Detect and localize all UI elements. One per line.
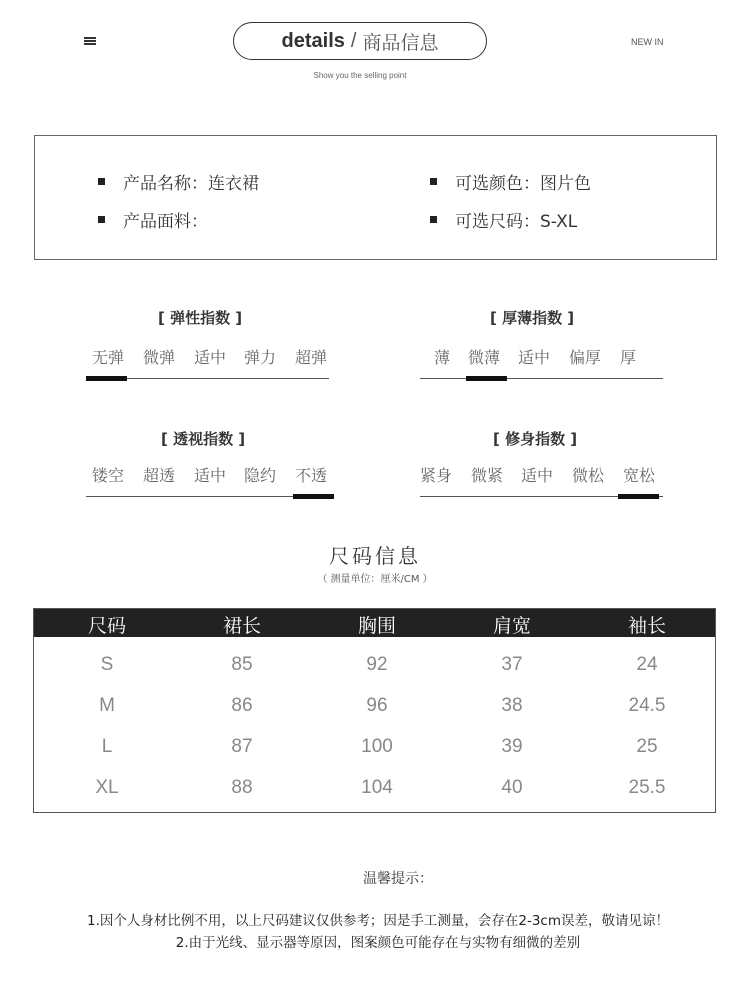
- bullet-icon: [430, 216, 437, 223]
- table-cell: M: [99, 695, 115, 716]
- fit-option: 宽松: [622, 466, 655, 485]
- info-color: [430, 169, 591, 194]
- table-cell: 104: [361, 777, 393, 798]
- fit-option: 适中: [520, 466, 553, 485]
- table-cell: 88: [231, 777, 253, 798]
- thickness-scale-line: [420, 378, 663, 379]
- elasticity-option: 微弹: [142, 348, 175, 367]
- table-cell: 24: [636, 654, 658, 675]
- info-product-name: [98, 169, 259, 194]
- elasticity-option: 弹力: [243, 348, 276, 367]
- fit-option: 微紧: [470, 466, 503, 485]
- info-fabric-text: 产品面料：: [123, 212, 208, 232]
- table-cell: 85: [231, 654, 253, 675]
- table-cell: 87: [231, 736, 253, 757]
- new-in-link[interactable]: NEW IN: [631, 37, 664, 47]
- transparency-option: 隐约: [243, 466, 276, 485]
- transparency-option: 镂空: [91, 466, 124, 485]
- thickness-option: 微薄: [467, 348, 500, 367]
- transparency-selected-marker: [293, 494, 334, 499]
- fit-selected-marker: [618, 494, 659, 499]
- table-cell: 40: [501, 777, 523, 798]
- details-title-pill: [233, 22, 487, 60]
- title-cn: 商品信息: [362, 31, 439, 54]
- table-cell: 39: [501, 736, 523, 757]
- fit-option: 微松: [571, 466, 604, 485]
- table-header-cell: 袖长: [627, 615, 666, 637]
- table-cell: S: [100, 654, 114, 675]
- title-en: details: [281, 29, 345, 52]
- tip-line: 2.由于光线、显示器等原因，图案颜色可能存在与实物有细微的差别: [175, 935, 581, 951]
- elasticity-index-title: [ 弹性指数 ]: [158, 309, 243, 327]
- transparency-option: 适中: [193, 466, 226, 485]
- tips-title: 温馨提示：: [363, 871, 433, 887]
- table-header-cell: 肩宽: [492, 615, 531, 637]
- thickness-index-title: [ 厚薄指数 ]: [490, 309, 575, 327]
- size-table: [33, 608, 716, 813]
- title-separator: /: [350, 29, 357, 52]
- table-cell: 96: [366, 695, 388, 716]
- table-cell: 37: [501, 654, 523, 675]
- info-size: [430, 207, 577, 232]
- bullet-icon: [430, 178, 437, 185]
- hamburger-menu-icon[interactable]: [84, 37, 96, 45]
- thickness-option: 偏厚: [568, 348, 601, 367]
- table-cell: XL: [95, 777, 119, 798]
- thickness-option: 厚: [619, 348, 636, 367]
- transparency-index-title: [ 透视指数 ]: [161, 430, 246, 448]
- table-cell: 24.5: [628, 695, 666, 716]
- table-cell: 25.5: [628, 777, 666, 798]
- thickness-selected-marker: [466, 376, 507, 381]
- elasticity-option: 适中: [193, 348, 226, 367]
- thickness-option: 适中: [517, 348, 550, 367]
- table-cell: 38: [501, 695, 523, 716]
- bullet-icon: [98, 178, 105, 185]
- subtitle: Show you the selling point: [313, 71, 407, 80]
- table-header-cell: 裙长: [222, 615, 261, 637]
- transparency-option: 不透: [294, 466, 327, 485]
- table-cell: 92: [366, 654, 388, 675]
- table-cell: L: [101, 736, 113, 757]
- table-cell: 86: [231, 695, 253, 716]
- thickness-option: 薄: [433, 348, 450, 367]
- bullet-icon: [98, 216, 105, 223]
- size-info-title: 尺码信息: [329, 544, 421, 568]
- fit-index-title: [ 修身指数 ]: [493, 430, 578, 448]
- product-info-box: [34, 135, 717, 260]
- table-header-cell: 胸围: [357, 615, 396, 637]
- elasticity-option: 超弹: [294, 348, 327, 367]
- size-info-unit: （ 测量单位：厘米/CM ）: [317, 574, 433, 585]
- info-size-text: 可选尺码：S-XL: [455, 212, 578, 232]
- info-fabric: [98, 207, 208, 232]
- table-cell: 25: [636, 736, 658, 757]
- table-cell: 100: [361, 736, 393, 757]
- size-table-header: [34, 609, 715, 637]
- tip-line: 1.因个人身材比例不用，以上尺码建议仅供参考；因是手工测量，会存在2-3cm误差，敬请见谅！: [86, 913, 669, 929]
- info-color-text: 可选颜色：图片色: [455, 174, 591, 194]
- elasticity-option: 无弹: [91, 348, 124, 367]
- transparency-option: 超透: [142, 466, 175, 485]
- fit-option: 紧身: [419, 466, 452, 485]
- info-product-name-text: 产品名称：连衣裙: [123, 174, 259, 194]
- table-header-cell: 尺码: [87, 615, 126, 637]
- elasticity-selected-marker: [86, 376, 127, 381]
